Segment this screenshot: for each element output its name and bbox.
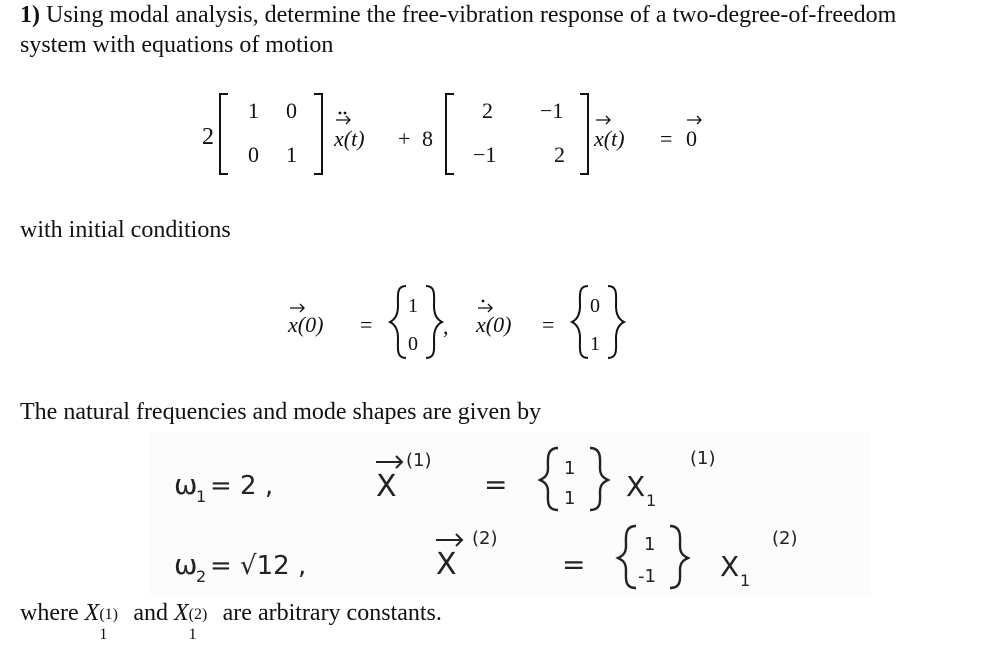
omega2-subscript: 2	[196, 567, 207, 586]
mode2-equals: =	[562, 548, 586, 581]
v0-vector-entry: 1	[590, 333, 600, 355]
mass-coefficient: 2	[202, 124, 214, 150]
displacement-term: x(t)	[594, 126, 625, 151]
acceleration-term: x(t)	[334, 126, 365, 151]
mass-matrix-cell: 0	[248, 142, 259, 167]
mode2-vector-entry: 1	[644, 534, 656, 555]
displacement-vector	[593, 116, 625, 151]
mass-matrix-left-bracket	[220, 94, 228, 174]
stiffness-matrix-cell: 2	[554, 142, 565, 167]
mode1-equals: =	[484, 468, 508, 501]
natural-frequencies-label: The natural frequencies and mode shapes are given by	[20, 399, 542, 425]
plus-sign: +	[398, 126, 411, 151]
stiffness-matrix-cell: −1	[540, 98, 564, 123]
x0-lhs: x(0)	[288, 312, 324, 337]
mode1-superscript: (1)	[406, 450, 432, 471]
mass-matrix-right-bracket	[314, 94, 322, 174]
closing-rest: are arbitrary constants.	[222, 600, 442, 626]
problem-statement-line2	[20, 32, 333, 59]
omega1-subscript: 1	[196, 487, 207, 506]
initial-conditions-label: with initial conditions	[20, 217, 231, 243]
mode2-superscript: (2)	[472, 528, 498, 549]
omega2-value: = √12 ,	[210, 551, 307, 581]
zero-vector	[686, 116, 701, 151]
handwritten-results	[150, 432, 870, 597]
v0-right-brace	[608, 286, 624, 358]
mass-matrix-cell: 1	[286, 142, 297, 167]
v0-left-brace	[572, 286, 588, 358]
stiffness-matrix-left-bracket	[446, 94, 454, 174]
closing-X2: X	[173, 600, 189, 626]
x0-equals: =	[360, 312, 373, 337]
x0-vector-entry: 0	[408, 333, 418, 355]
equation-of-motion	[190, 88, 750, 180]
mode2-vector-entry: -1	[638, 566, 656, 587]
closing-line	[20, 600, 442, 643]
acceleration-vector	[333, 112, 365, 151]
omega2-symbol: ω	[174, 548, 198, 581]
x0-left-brace	[390, 286, 406, 358]
x0-vector-entry: 1	[408, 295, 418, 317]
v0-equals: =	[542, 312, 555, 337]
closing-where: where	[20, 600, 79, 626]
stiffness-matrix-cell: 2	[482, 98, 493, 123]
mass-matrix-cell: 0	[286, 98, 297, 123]
mode1-factor-superscript: (1)	[690, 448, 716, 469]
mode1-vector-entry: 1	[564, 488, 576, 509]
initial-conditions-equation	[280, 282, 640, 362]
mode2-factor-superscript: (2)	[772, 528, 798, 549]
equals-sign: =	[660, 126, 673, 151]
problem-number: 1)	[20, 2, 40, 28]
closing-X2-subscript: 1	[188, 626, 197, 643]
problem-intro-text: Using modal analysis, determine the free-vibration response of a two-degree-of-freedom	[46, 2, 897, 28]
closing-X1: X	[84, 600, 100, 626]
closing-and: and	[133, 600, 168, 626]
x0-right-brace	[426, 286, 442, 358]
mode1-factor-subscript: 1	[646, 491, 657, 510]
stiffness-coefficient: 8	[422, 126, 433, 151]
omega1-value: = 2 ,	[210, 471, 274, 501]
initial-velocity	[475, 300, 511, 337]
initial-displacement	[287, 304, 323, 337]
v0-vector-entry: 0	[590, 295, 600, 317]
problem-statement-line1	[20, 2, 896, 29]
mode2-factor: X	[720, 550, 740, 583]
stiffness-matrix-right-bracket	[580, 94, 588, 174]
rhs-zero: 0	[686, 126, 697, 151]
closing-X1-superscript: (1)	[99, 606, 118, 623]
mode2-lhs: X	[436, 547, 457, 582]
mode2-factor-subscript: 1	[740, 571, 751, 590]
v0-lhs: x(0)	[476, 312, 512, 337]
mode1-factor: X	[626, 470, 646, 503]
stiffness-matrix-cell: −1	[473, 142, 497, 167]
mode1-vector-entry: 1	[564, 458, 576, 479]
mass-matrix-cell: 1	[248, 98, 259, 123]
closing-X1-subscript: 1	[99, 626, 108, 643]
mode1-lhs: X	[376, 469, 397, 504]
ic-separator: ,	[443, 314, 449, 339]
omega1-symbol: ω	[174, 468, 198, 501]
problem-intro-text-2: system with equations of motion	[20, 32, 334, 58]
closing-X2-superscript: (2)	[188, 606, 208, 623]
